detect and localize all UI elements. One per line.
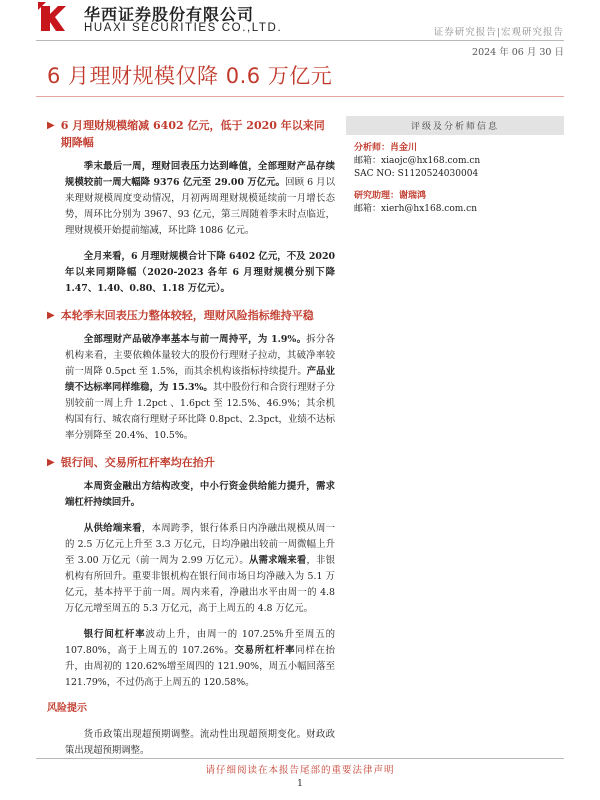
risk-text: 货币政策出现超预期调整。流动性出现超预期变化。财政政策出现超预期调整。 xyxy=(65,729,335,756)
body-text: ，本周跨季，银行体系日内净融出规模从周一的 2.5 万亿元上升至 3.3 万亿元，日均净融出较前一周微幅上升至 3.00 万亿元（前一周为 2.99 万亿元）。 xyxy=(65,523,335,566)
company-name-cn: 华西证券股份有限公司 xyxy=(84,5,255,24)
section-heading xyxy=(47,117,335,151)
section-heading-text: 银行间、交易所杠杆率均在抬升 xyxy=(60,456,215,469)
assistant-email: xierh@hx168.com.cn xyxy=(381,204,477,214)
section-2 xyxy=(47,307,335,444)
triangle-right-icon: ▶ xyxy=(47,457,55,468)
analyst-info-body xyxy=(346,135,564,223)
section-3 xyxy=(47,454,335,691)
bold-text: 全月来看，6 月理财规模合计下降 6402 亿元，不及 2020 年以来同期降幅（2020-2023 各年 6 月理财规模分别下降 1.47、1.40、0.80、1.18 万亿元）。 xyxy=(65,251,335,294)
main-content xyxy=(47,117,335,769)
risk-section xyxy=(47,701,335,759)
bold-text: 交易所杠杆率 xyxy=(234,645,296,656)
analyst-info-panel xyxy=(346,116,564,223)
paragraph xyxy=(65,159,335,239)
sac-number: S1120524030004 xyxy=(397,169,479,179)
body-text: 同样在抬升，由周初的 120.62%增至周四的 121.90%，周五小幅回落至 121.79%，不过仍高于上周五的 120.58%。 xyxy=(65,645,335,688)
section-1 xyxy=(47,117,335,297)
paragraph xyxy=(65,479,335,511)
email-label: 邮箱： xyxy=(354,156,382,166)
report-title: 6 月理财规模仅降 0.6 万亿元 xyxy=(47,64,333,88)
huaxi-logo-icon xyxy=(38,2,68,34)
sac-label: SAC NO: xyxy=(354,169,398,179)
bold-text: 全部理财产品破净率基本与前一周持平，为 1.9%。 xyxy=(83,334,307,345)
paragraph xyxy=(65,332,335,444)
body-text: 波动上升，由周一的 107.25%升至周五的 107.80%，高于上周五的 107.26%。 xyxy=(65,629,335,656)
analyst-label: 分析师： xyxy=(354,143,391,153)
page-number: 1 xyxy=(297,779,303,789)
bold-text: 从需求端来看 xyxy=(248,555,307,566)
paragraph xyxy=(65,627,335,691)
body-text: 其中股份行和合资行理财子分别较前一周上升 1.2pct 、1.6pct 至 12.5%、46.9%；其余机构国有行、城农商行理财子环比降 0.8pct、2.3pct，业绩不达标率分别降至 20.4%、10.5%。 xyxy=(65,382,335,441)
section-heading xyxy=(47,454,335,471)
footer-divider xyxy=(36,758,564,759)
analyst-email-row xyxy=(354,155,556,168)
header-divider xyxy=(36,40,564,41)
bold-text: 从供给端来看 xyxy=(83,523,142,534)
company-name-en: HUAXI SECURITIES CO.,LTD. xyxy=(84,22,283,34)
section-heading xyxy=(47,307,335,324)
triangle-right-icon: ▶ xyxy=(47,310,55,321)
analyst-info-heading: 评级及分析师信息 xyxy=(346,116,564,135)
assistant-label: 研究助理： xyxy=(354,191,400,201)
body-text: 回顾 6 月以来理财规模周度变动情况，月初两周理财规模延续前一月增长态势，周环比分别为 3967、93 亿元，第三周随着季末时点临近，理财规模开始提前缩减，环比降 1086 亿元。 xyxy=(65,177,335,236)
report-type: 证券研究报告|宏观研究报告 xyxy=(433,27,564,38)
risk-heading: 风险提示 xyxy=(47,703,87,714)
bold-text: 银行间杠杆率 xyxy=(83,629,146,640)
legal-disclaimer: 请仔细阅读在本报告尾部的重要法律声明 xyxy=(205,765,395,776)
assistant-row xyxy=(354,190,556,203)
email-label: 邮箱： xyxy=(354,204,382,214)
bold-text: 季末最后一周，理财回表压力达到峰值，全部理财产品存续规模较前一周大幅降 9376 亿元至 29.00 万亿元。 xyxy=(65,161,335,188)
analyst-row xyxy=(354,142,556,155)
section-heading-text: 本轮季末回表压力整体较轻，理财风险指标维持平稳 xyxy=(60,309,314,322)
paragraph xyxy=(65,521,335,617)
section-heading-text: 6 月理财规模缩减 6402 亿元，低于 2020 年以来同期降幅 xyxy=(60,119,325,149)
bold-text: 本周资金融出方结构改变，中小行资金供给能力提升，需求端杠杆持续回升。 xyxy=(65,481,335,508)
body-text: ，非银机构有所回升。重要非银机构在银行间市场日均净融入为 5.1 万亿元，基本持平于前一周。周内来看，净融出水平由周一的 4.8 万亿元增至周五的 5.3 万亿元，高于上周五的 4.8 万亿元。 xyxy=(65,555,335,614)
analyst-name: 肖金川 xyxy=(390,143,418,153)
triangle-right-icon: ▶ xyxy=(47,120,55,131)
title-divider xyxy=(36,96,564,97)
assistant-email-row xyxy=(354,203,556,216)
sac-row xyxy=(354,168,556,181)
analyst-email: xiaojc@hx168.com.cn xyxy=(381,156,481,166)
paragraph xyxy=(65,249,335,297)
report-date: 2024 年 06 月 30 日 xyxy=(472,47,564,58)
bold-text: 产品业绩不达标率同样维稳，为 15.3%。 xyxy=(65,366,335,393)
body-text: 拆分各机构来看，主要依赖体量较大的股份行理财子拉动，其破净率较前一周降 0.5pct 至 1.5%，而其余机构该指标持续提升。 xyxy=(65,334,335,377)
assistant-name: 谢瑞鸿 xyxy=(399,191,427,201)
